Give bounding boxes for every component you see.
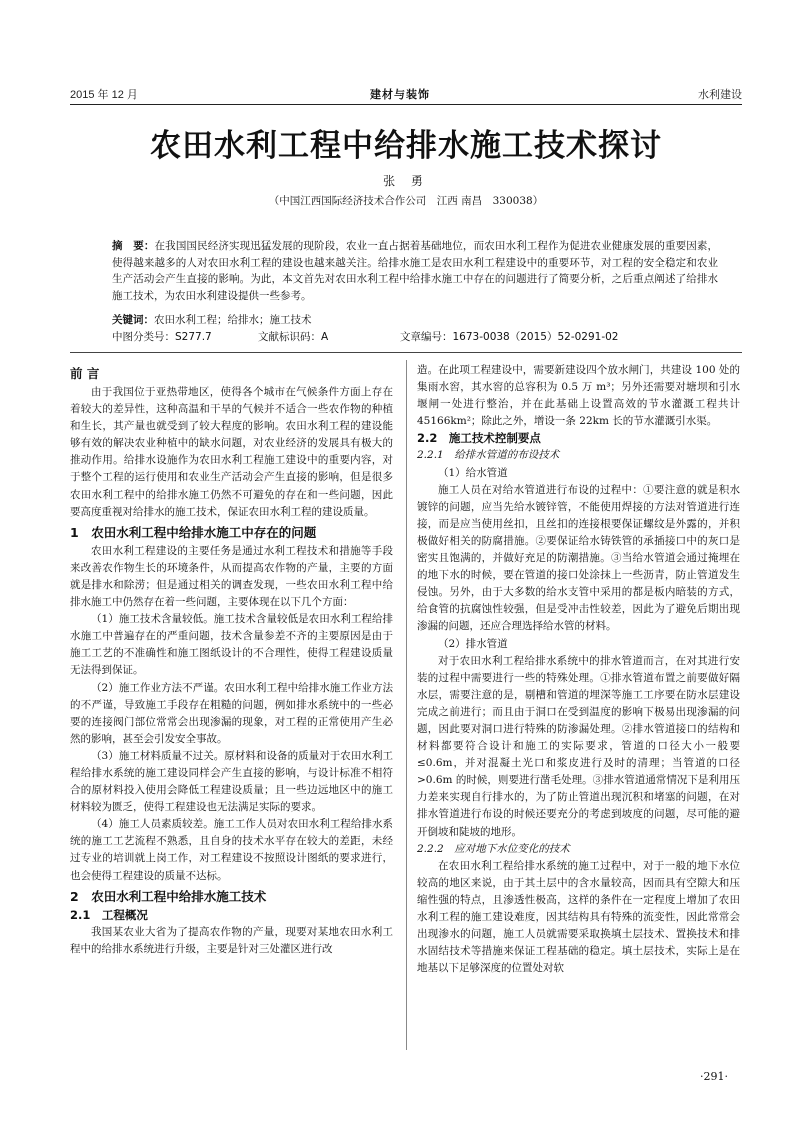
abstract [112,238,718,304]
paragraph: 对于农田水利工程给排水系统中的排水管道而言，在对其进行安装的过程中需要进行一些的特殊处理。①排水管道布置之前要做好隔水层，需要注意的是，剔槽和管道的埋深等施工工序要在防水层建设完成之前进行；而且由于洞口在受到温度的影响下极易出现渗漏的问题，因此要对洞口进行特殊的防渗漏处理。②排水管道接口的结构和材料都要符合设计和施工的实际要求，管道的口径大小一般要≤0.6m，并对混凝土光口和浆皮进行及时的清理；当管道的口径>0.6m 的时候，则要进行凿毛处理。③排水管道通常情况下是利用压力差来实现自行排水的，为了防止管道出现沉积和堵塞的问题，在对排水管道进行布设的时候还要充分的考虑到坡度的问题，尽可能的避开倒坡和陡坡的地形。 [417,654,740,838]
paper-title: 农田水利工程中给排水施工技术探讨 [150,128,662,164]
paragraph: （2）施工作业方法不严谨。农田水利工程中给排水施工作业方法的不严谨，导致施工手段存在粗糙的问题，例如排水系统中的一些必要的连接阀门部位常常会出现渗漏的现象，对工程的正常使用产生必然的影响，甚至会引发安全事故。 [70,681,393,745]
paragraph: 农田水利工程建设的主要任务是通过水利工程技术和措施等手段来改善农作物生长的环境条件，从而提高农作物的产量，主要的方面就是排水和除涝；但是通过相关的调查发现，一些农田水利工程中给排水施工中仍然存在着一些问题，主要体现在以下几个方面： [70,544,393,609]
right-column [417,362,740,977]
section-heading: 1 农田水利工程中给排水施工中存在的问题 [70,524,317,540]
abstract-label: 摘 要： [112,240,155,252]
article-value: 1673-0038（2015）52-0291-02 [452,331,619,343]
keywords [112,312,312,327]
page-number: ·291· [700,1070,728,1083]
class-label: 中图分类号： [112,331,175,343]
author: 张 勇 [383,174,429,188]
column-separator [406,360,407,1050]
header-date: 2015 年 12 月 [70,89,138,101]
subsection-heading: 2.1 工程概况 [70,907,148,922]
left-column [70,362,393,958]
article-label: 文章编号： [400,331,453,343]
article-number [400,329,618,344]
paragraph: （3）施工材料质量不过关。原材料和设备的质量对于农田水利工程给排水系统的施工建设同样会产生直接的影响，与设计标准不相符合的原材料投入使用会降低工程建设质量；且一些边远地区中的施工材料较为匮乏，使得工程建设也无法满足实际的要求。 [70,749,393,814]
affiliation: （中国江西国际经济技术合作公司 江西 南昌 330038） [268,195,544,207]
section-heading: 2 农田水利工程中给排水施工技术 [70,888,267,904]
paragraph: （4）施工人员素质较差。施工工作人员对农田水利工程给排水系统的施工工艺流程不熟悉，且自身的技术水平存在较大的差距，未经过专业的培训就上岗工作，对工程建设不按照设计图纸的要求进行，也会使得工程建设的质量不达标。 [70,818,393,882]
section-heading: 前 言 [70,366,100,381]
paragraph: 施工人员在对给水管道进行布设的过程中：①要注意的就是积水镀锌的问题，应当先给水镀锌管，不能使用焊接的方法对管道进行连接，而是应当使用丝扣，且丝扣的连接根要保证螺纹是外露的，并积极做好相关的防腐措施。②要保证给水铸铁管的承插接口中的灰口是密实且饱满的，并做好充足的防潮措施。③当给水管道会通过掩埋在的地下水的时候，要在管道的接口处涂抹上一些沥青，防止管道发生侵蚀。另外，由于大多数的给水支管中采用的都是板内暗装的方式，给食管的抗腐蚀性较强，但是受冲击性较差，因此为了避免后期出现渗漏的问题，还应合理选择给水管的材料。 [417,483,740,633]
keywords-label: 关键词： [112,314,154,326]
item-heading: （1）给水管道 [438,466,508,479]
keywords-text: 农田水利工程；给排水；施工技术 [154,314,312,326]
doc-code [258,329,328,344]
subsubsection-heading: 2.2.1 给排水管道的布设技术 [417,449,560,462]
paragraph: 造。在此项工程建设中，需要新建设四个放水闸门，共建设 100 处的集雨水窖，其水窖的总容积为 0.5 万 m³；另外还需要对塘坝和引水堰闸一处进行整治，并在此基础上设置高效的节水灌溉工程共计 45166km²；除此之外，增设一条 22km 长的节水灌溉引水渠。 [417,364,740,428]
paragraph: 由于我国位于亚热带地区，使得各个城市在气候条件方面上存在着较大的差异性，这种高温和干旱的气候并不适合一些农作物的种植和生长，其产量也就受到了较大程度的影响。农田水利工程的建设能够有效的解决农业种植中的缺水问题，对农业经济的发展具有极大的推动作用。给排水设施作为农田水利工程施工建设中的重要内容，对于整个工程的运行使用和农业生产活动会产生直接的影响，但是很多农田水利工程中的给排水施工仍然不可避免的存在和一些问题，因此要高度重视对给排水的施工技术，保证农田水利工程的建设质量。 [70,386,393,518]
paragraph: 我国某农业大省为了提高农作物的产量，现要对某地农田水利工程中的给排水系统进行升级，主要是针对三处灌区进行改 [70,925,393,955]
abstract-text: 在我国国民经济实现迅猛发展的现阶段，农业一直占据着基础地位，而农田水利工程作为促进农业健康发展的重要因素，使得越来越多的人对农田水利工程的建设也越来越关注。给排水施工是农田水利工程建设中的重要环节，对工程的安全稳定和农业生产活动会产生直接的影响。为此，本文首先对农田水利工程中给排水施工中存在的问题进行了简要分析，之后重点阐述了给排水施工技术，为农田水利建设提供一些参考。 [112,240,719,302]
abstract-divider [70,352,742,353]
doc-label: 文献标识码： [258,331,321,343]
class-number [112,329,212,344]
class-value: S277.7 [175,331,212,343]
paragraph: 在农田水利工程给排水系统的施工过程中，对于一般的地下水位较高的地区来说，由于其土层中的含水量较高，因而具有空隙大和压缩性强的特点，且渗透性极高，这样的条件在一定程度上增加了农田水利工程的施工建设难度，因其结构具有特殊的流变性，因此常常会出现渗水的问题，施工人员就需要采取换填土层技术、置换技术和排水固结技术等措施来保证工程基础的稳定。填土层技术，实际上是在地基以下足够深度的位置处对软 [417,859,740,975]
header-journal: 建材与装饰 [370,88,430,101]
paragraph: （1）施工技术含量较低。施工技术含量较低是农田水利工程给排水施工中普遍存在的严重问题，技术含量参差不齐的主要原因是由于施工工艺的不准确性和施工图纸设计的不合理性，使得工程建设质量无法得到保证。 [70,613,393,677]
subsubsection-heading: 2.2.2 应对地下水位变化的技术 [417,842,570,855]
item-heading: （2）排水管道 [438,637,508,650]
doc-value: A [321,331,329,343]
header-rule [70,104,742,105]
subsection-heading: 2.2 施工技术控制要点 [417,431,541,446]
header-section: 水利建设 [698,89,742,101]
